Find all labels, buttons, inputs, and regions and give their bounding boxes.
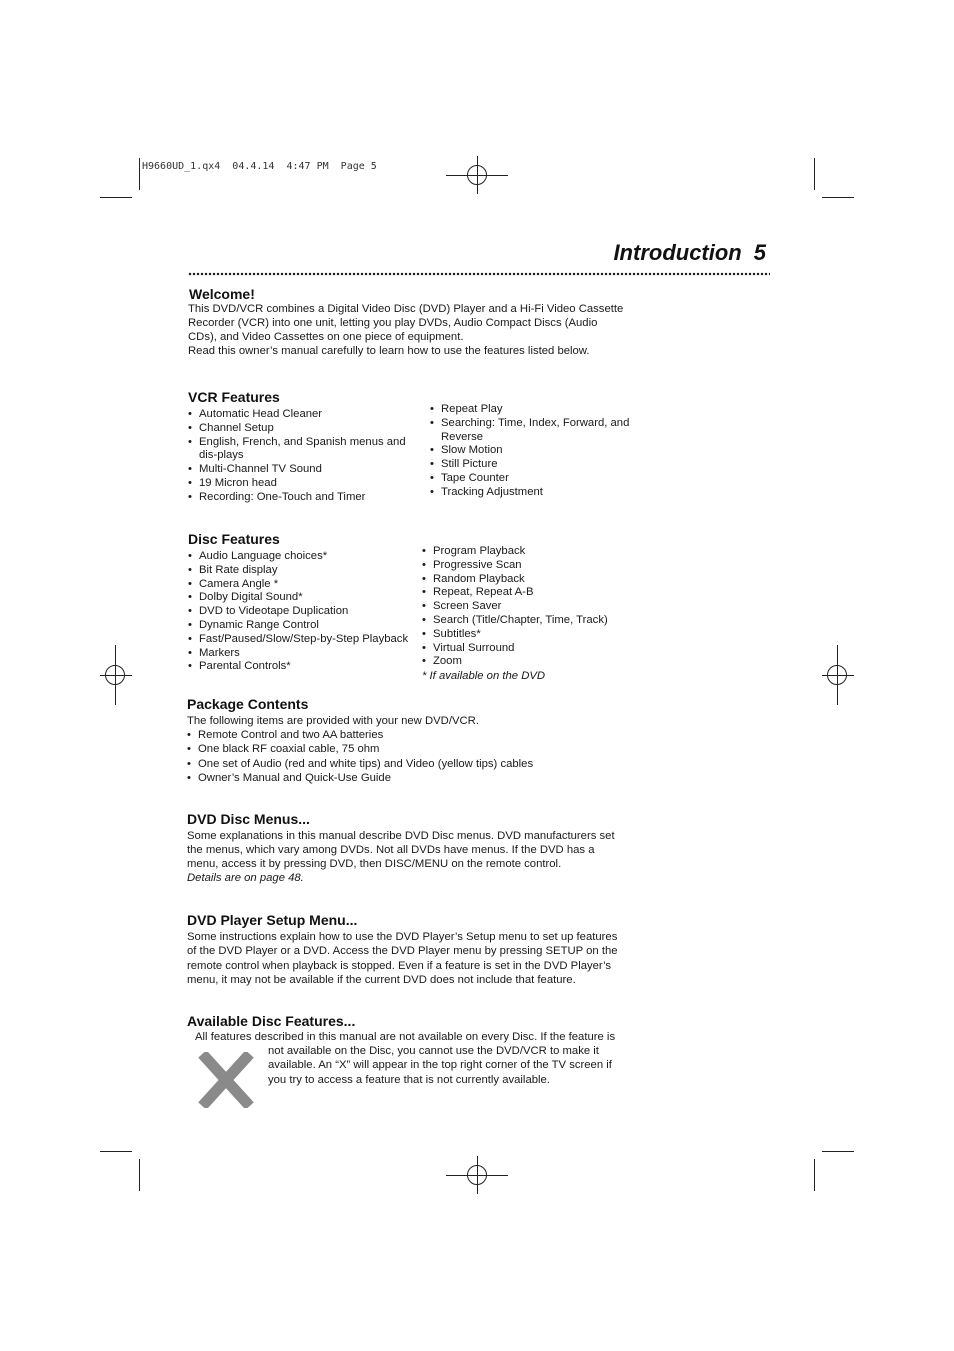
list-item: • Owner’s Manual and Quick-Use Guide: [187, 771, 657, 785]
text-line: the menus, which vary among DVDs. Not all DVDs have menus. If the DVD has a: [187, 844, 595, 857]
vcr-features-list-right: [430, 403, 640, 500]
list-item: • Markers: [188, 647, 420, 661]
crop-mark: [822, 197, 854, 198]
available-disc-features-heading: Available Disc Features...: [187, 1013, 356, 1029]
package-contents-list: [187, 728, 657, 786]
text-line: available. An “X” will appear in the top right corner of the TV screen if: [268, 1059, 612, 1072]
list-item: • Slow Motion: [430, 444, 640, 458]
list-item: • Tape Counter: [430, 472, 640, 486]
package-contents-intro: The following items are provided with your new DVD/VCR.: [187, 715, 479, 727]
dvd-disc-menus-text: [187, 829, 615, 885]
crop-mark: [100, 197, 132, 198]
vcr-features-heading: VCR Features: [188, 389, 280, 405]
list-item: • One set of Audio (red and white tips) and Video (yellow tips) cables: [187, 757, 657, 771]
list-item: • Remote Control and two AA batteries: [187, 728, 657, 742]
text-line: menu, access it by pressing DVD, then DISC/MENU on the remote control.: [187, 858, 562, 871]
disc-features-footnote: * If available on the DVD: [422, 670, 546, 682]
list-item: • Progressive Scan: [422, 559, 652, 573]
list-item: • Camera Angle *: [188, 578, 420, 592]
page-reference-note: Details are on page 48.: [187, 872, 304, 885]
text-line: not available on the Disc, you cannot use the DVD/VCR to make it: [268, 1045, 599, 1057]
list-item: • Dolby Digital Sound*: [188, 591, 420, 605]
text-line: Some explanations in this manual describe DVD Disc menus. DVD manufacturers set: [187, 830, 615, 842]
available-disc-features-line-1: All features described in this manual are not available on every Disc. If the feature is: [195, 1031, 616, 1043]
crop-mark: [139, 1159, 140, 1191]
text-line: Recorder (VCR) into one unit, letting you play DVDs, Audio Compact Discs (Audio: [188, 317, 598, 330]
disc-features-list-right: [422, 545, 652, 669]
list-item: • Audio Language choices*: [188, 550, 420, 564]
package-contents-heading: Package Contents: [187, 696, 309, 712]
crop-mark: [822, 1151, 854, 1152]
text-line: Read this owner’s manual carefully to learn how to use the features listed below.: [188, 345, 590, 358]
welcome-heading: Welcome!: [189, 286, 255, 302]
registration-circle-icon: [827, 665, 847, 685]
page-number: 5: [753, 240, 766, 265]
text-line: CDs), and Video Cassettes on one piece of equipment.: [188, 331, 464, 344]
text-line: you try to access a feature that is not currently available.: [268, 1073, 550, 1086]
list-item: • Screen Saver: [422, 600, 652, 614]
list-item: • DVD to Videotape Duplication: [188, 605, 420, 619]
list-item: • Random Playback: [422, 573, 652, 587]
print-slug: H9660UD_1.qx4 04.4.14 4:47 PM Page 5: [142, 161, 377, 172]
text-line: remote control when playback is stopped. Even if a feature is set in the DVD Player’s: [187, 959, 612, 972]
available-disc-features-text: [268, 1044, 612, 1087]
list-item: • Bit Rate display: [188, 564, 420, 578]
text-line: Some instructions explain how to use the DVD Player’s Setup menu to set up features: [187, 931, 618, 943]
page-title: Introduction: [613, 240, 742, 265]
list-item: • Fast/Paused/Slow/Step-by-Step Playback: [188, 633, 420, 647]
page-header: [613, 240, 766, 266]
list-item: • Dynamic Range Control: [188, 619, 420, 633]
text-line: menu, it may not be available if the current DVD does not include that feature.: [187, 973, 576, 986]
list-item: • Multi-Channel TV Sound: [188, 463, 424, 477]
dvd-disc-menus-heading: DVD Disc Menus...: [187, 811, 310, 827]
list-item: • Program Playback: [422, 545, 652, 559]
registration-circle-icon: [105, 665, 125, 685]
crop-mark: [814, 1159, 815, 1191]
dvd-player-setup-heading: DVD Player Setup Menu...: [187, 912, 358, 928]
x-mark-icon: [198, 1052, 254, 1108]
registration-circle-icon: [467, 1165, 487, 1185]
list-item: • Virtual Surround: [422, 642, 652, 656]
dotted-rule: [188, 272, 770, 276]
list-item: • Tracking Adjustment: [430, 486, 640, 500]
dvd-player-setup-text: [187, 930, 618, 987]
registration-circle-icon: [467, 165, 487, 185]
list-item: • 19 Micron head: [188, 477, 424, 491]
list-item: • Repeat, Repeat A-B: [422, 586, 652, 600]
text-line: of the DVD Player or a DVD. Access the DVD Player menu by pressing SETUP on the: [187, 945, 618, 958]
x-mark-stroke: [206, 1058, 246, 1102]
list-item: • Search (Title/Chapter, Time, Track): [422, 614, 652, 628]
text-line: This DVD/VCR combines a Digital Video Disc (DVD) Player and a Hi-Fi Video Cassette: [188, 303, 624, 315]
crop-mark: [100, 1151, 132, 1152]
crop-mark: [814, 158, 815, 190]
list-item: • English, French, and Spanish menus and dis-plays: [188, 436, 424, 464]
crop-mark: [139, 158, 140, 190]
list-item: • Repeat Play: [430, 403, 640, 417]
list-item: • Automatic Head Cleaner: [188, 408, 424, 422]
list-item: • One black RF coaxial cable, 75 ohm: [187, 742, 657, 756]
disc-features-list-left: [188, 550, 420, 674]
disc-features-heading: Disc Features: [188, 531, 280, 547]
list-item: • Searching: Time, Index, Forward, and Reverse: [430, 417, 640, 445]
vcr-features-list-left: [188, 408, 424, 505]
list-item: • Channel Setup: [188, 422, 424, 436]
list-item: • Zoom: [422, 655, 652, 669]
list-item: • Recording: One-Touch and Timer: [188, 491, 424, 505]
list-item: • Parental Controls*: [188, 660, 420, 674]
list-item: • Subtitles*: [422, 628, 652, 642]
welcome-text: [188, 302, 623, 358]
list-item: • Still Picture: [430, 458, 640, 472]
